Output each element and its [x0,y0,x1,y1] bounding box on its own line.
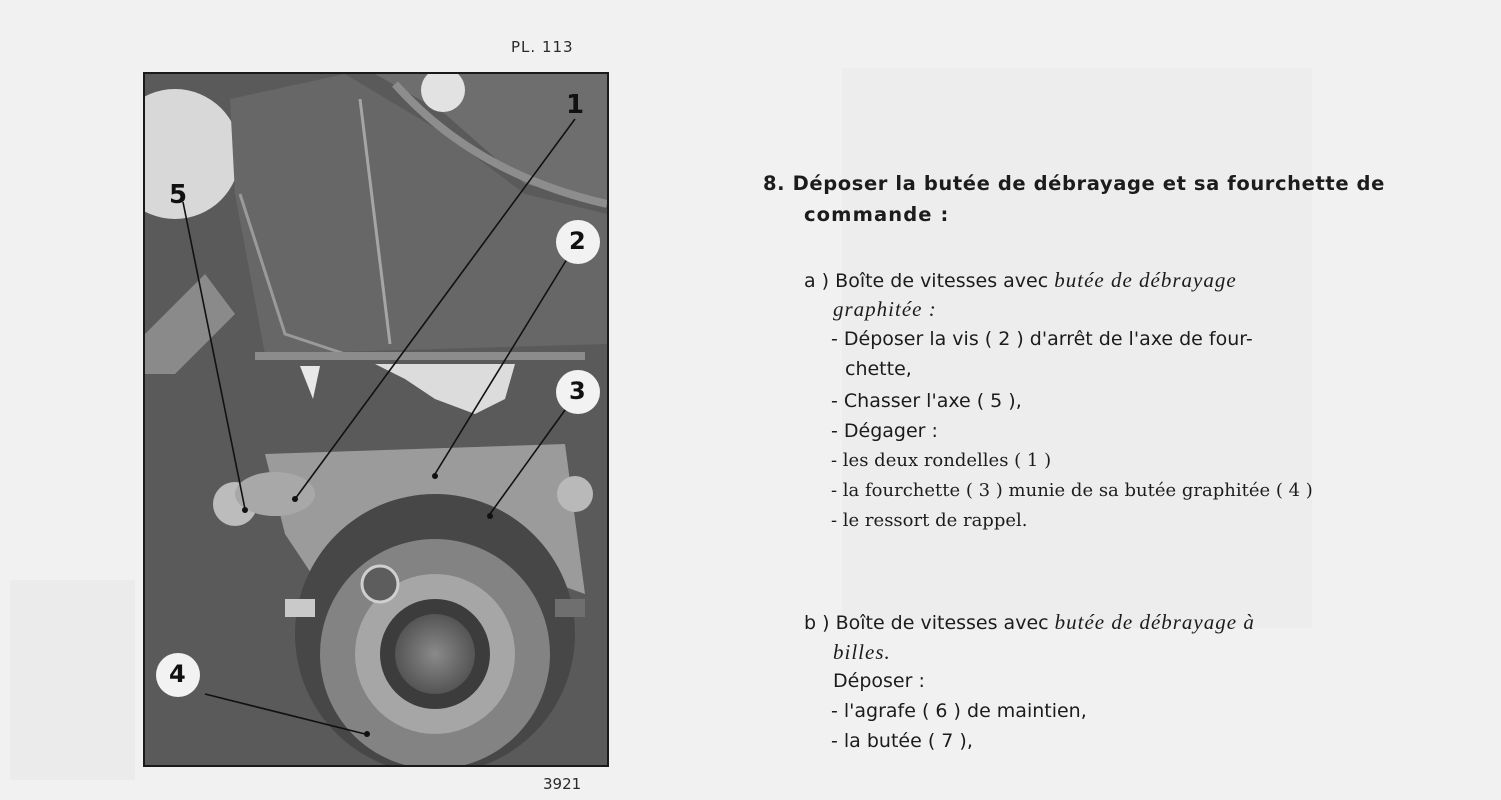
gearbox-illustration [145,74,607,765]
callout-2: 2 [569,227,586,255]
section-b-intro-plain: Boîte de vitesses avec [835,612,1049,634]
step-heading [763,164,1483,203]
section-a-intro-plain: Boîte de vitesses avec [835,270,1049,292]
section-b-marker: b ) [804,612,830,634]
step-heading-line1: Déposer la butée de débrayage et sa fourchette de [792,172,1385,195]
section-a-item: - Dégager : [831,420,938,442]
section-b-intro-cont: billes. [833,640,891,664]
section-b-intro-italic: butée de débrayage à [1054,610,1255,634]
step-number: 8. [763,172,786,195]
section-b-item: - l'agrafe ( 6 ) de maintien, [831,700,1087,722]
section-a-intro [804,268,1237,293]
section-a-item: - Chasser l'axe ( 5 ), [831,390,1022,412]
callout-1: 1 [566,90,585,120]
section-a-item: - la fourchette ( 3 ) munie de sa butée graphitée ( 4 ) [831,480,1313,501]
gearbox-photo [143,72,609,767]
section-b-subhead: Déposer : [833,670,925,692]
section-a-item: - le ressort de rappel. [831,510,1028,531]
section-a-intro-italic: butée de débrayage [1054,268,1237,292]
section-b-item: - la butée ( 7 ), [831,730,973,752]
callout-3: 3 [569,377,586,405]
section-a-marker: a ) [804,270,830,292]
section-b-cutoff-line [831,766,1131,776]
section-a-intro-cont: graphitée : [833,297,937,321]
callout-5: 5 [169,180,188,210]
section-b-intro [804,610,1255,635]
callout-4: 4 [169,660,186,688]
section-a-item: - les deux rondelles ( 1 ) [831,450,1052,471]
plate-label: PL. 113 [511,38,574,56]
bleed-through-left [10,580,135,780]
step-heading-line2: commande : [804,203,950,226]
section-a-item: chette, [845,358,912,380]
section-a-item: - Déposer la vis ( 2 ) d'arrêt de l'axe de four- [831,328,1253,350]
photo-number: 3921 [543,775,582,793]
